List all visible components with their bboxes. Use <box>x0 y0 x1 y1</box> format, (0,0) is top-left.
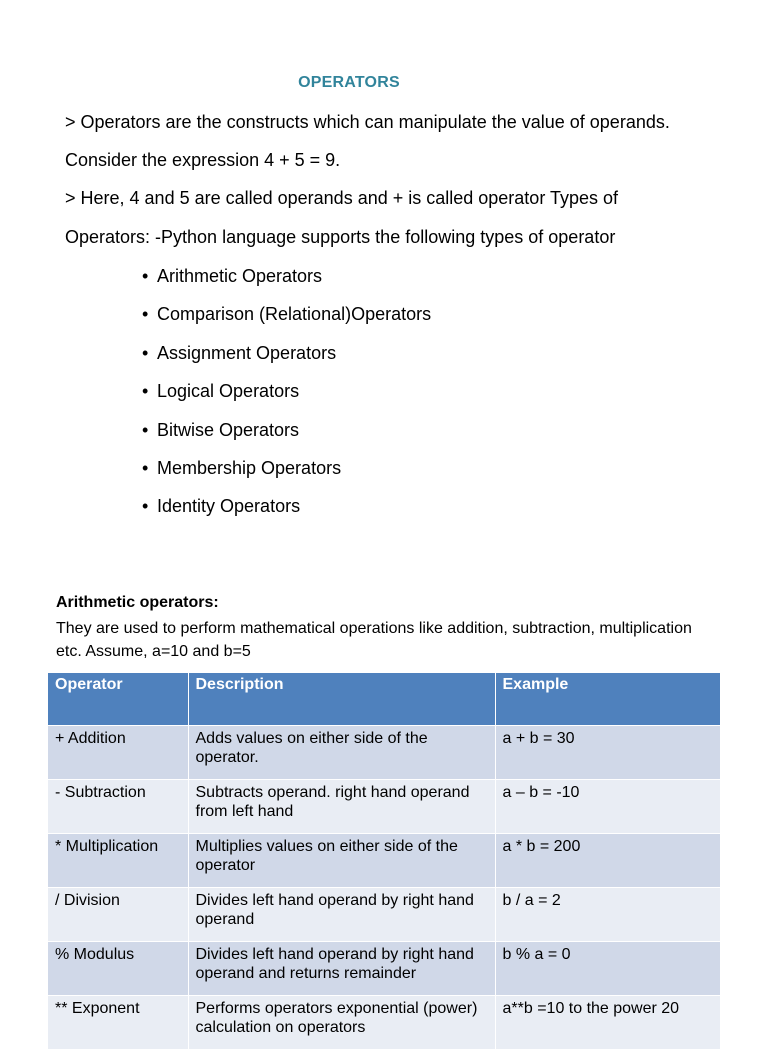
intro-line-3: > Here, 4 and 5 are called operands and + is called operator Types of <box>65 188 618 209</box>
list-item-label: Bitwise Operators <box>157 420 299 440</box>
list-item <box>142 264 431 302</box>
list-item-label: Membership Operators <box>157 458 341 478</box>
cell-example: a**b =10 to the power 20 <box>495 996 720 1049</box>
list-item <box>142 418 431 456</box>
list-item <box>142 379 431 417</box>
table-row <box>48 780 720 834</box>
operator-types-list <box>142 264 431 533</box>
arithmetic-heading: Arithmetic operators: <box>56 594 219 612</box>
list-item <box>142 456 431 494</box>
page-title: OPERATORS <box>0 74 698 92</box>
cell-operator: - Subtraction <box>48 780 188 834</box>
cell-description: Multiplies values on either side of the operator <box>188 834 495 888</box>
cell-operator: ** Exponent <box>48 996 188 1049</box>
cell-description: Divides left hand operand by right hand operand and returns remainder <box>188 942 495 996</box>
cell-description: Divides left hand operand by right hand operand <box>188 888 495 942</box>
arithmetic-description: They are used to perform mathematical operations like addition, subtraction, multiplication etc. Assume, a=10 and b=5 <box>56 617 716 663</box>
cell-example: a + b = 30 <box>495 726 720 780</box>
table-row <box>48 834 720 888</box>
intro-line-2: Consider the expression 4 + 5 = 9. <box>65 150 340 171</box>
cell-description: Adds values on either side of the operator. <box>188 726 495 780</box>
column-header-operator: Operator <box>48 673 188 726</box>
cell-example: b / a = 2 <box>495 888 720 942</box>
cell-operator: + Addition <box>48 726 188 780</box>
bullet-icon: • <box>142 341 157 365</box>
list-item-label: Arithmetic Operators <box>157 266 322 286</box>
bullet-icon: • <box>142 418 157 442</box>
list-item <box>142 302 431 340</box>
intro-line-4: Operators: -Python language supports the following types of operator <box>65 227 615 248</box>
bullet-icon: • <box>142 456 157 480</box>
list-item-label: Logical Operators <box>157 381 299 401</box>
table-header-row <box>48 673 720 726</box>
list-item <box>142 341 431 379</box>
cell-example: b % a = 0 <box>495 942 720 996</box>
table-row <box>48 726 720 780</box>
column-header-description: Description <box>188 673 495 726</box>
cell-operator: % Modulus <box>48 942 188 996</box>
cell-description: Subtracts operand. right hand operand from left hand <box>188 780 495 834</box>
list-item-label: Assignment Operators <box>157 343 336 363</box>
column-header-example: Example <box>495 673 720 726</box>
intro-line-1: > Operators are the constructs which can manipulate the value of operands. <box>65 112 670 133</box>
cell-example: a – b = -10 <box>495 780 720 834</box>
table-row <box>48 942 720 996</box>
list-item-label: Comparison (Relational)Operators <box>157 304 431 324</box>
cell-operator: * Multiplication <box>48 834 188 888</box>
cell-description: Performs operators exponential (power) calculation on operators <box>188 996 495 1049</box>
cell-example: a * b = 200 <box>495 834 720 888</box>
bullet-icon: • <box>142 302 157 326</box>
table-row <box>48 888 720 942</box>
bullet-icon: • <box>142 494 157 518</box>
list-item-label: Identity Operators <box>157 496 300 516</box>
cell-operator: / Division <box>48 888 188 942</box>
bullet-icon: • <box>142 264 157 288</box>
table-row <box>48 996 720 1049</box>
arithmetic-operators-table <box>48 673 721 1049</box>
list-item <box>142 494 431 532</box>
bullet-icon: • <box>142 379 157 403</box>
